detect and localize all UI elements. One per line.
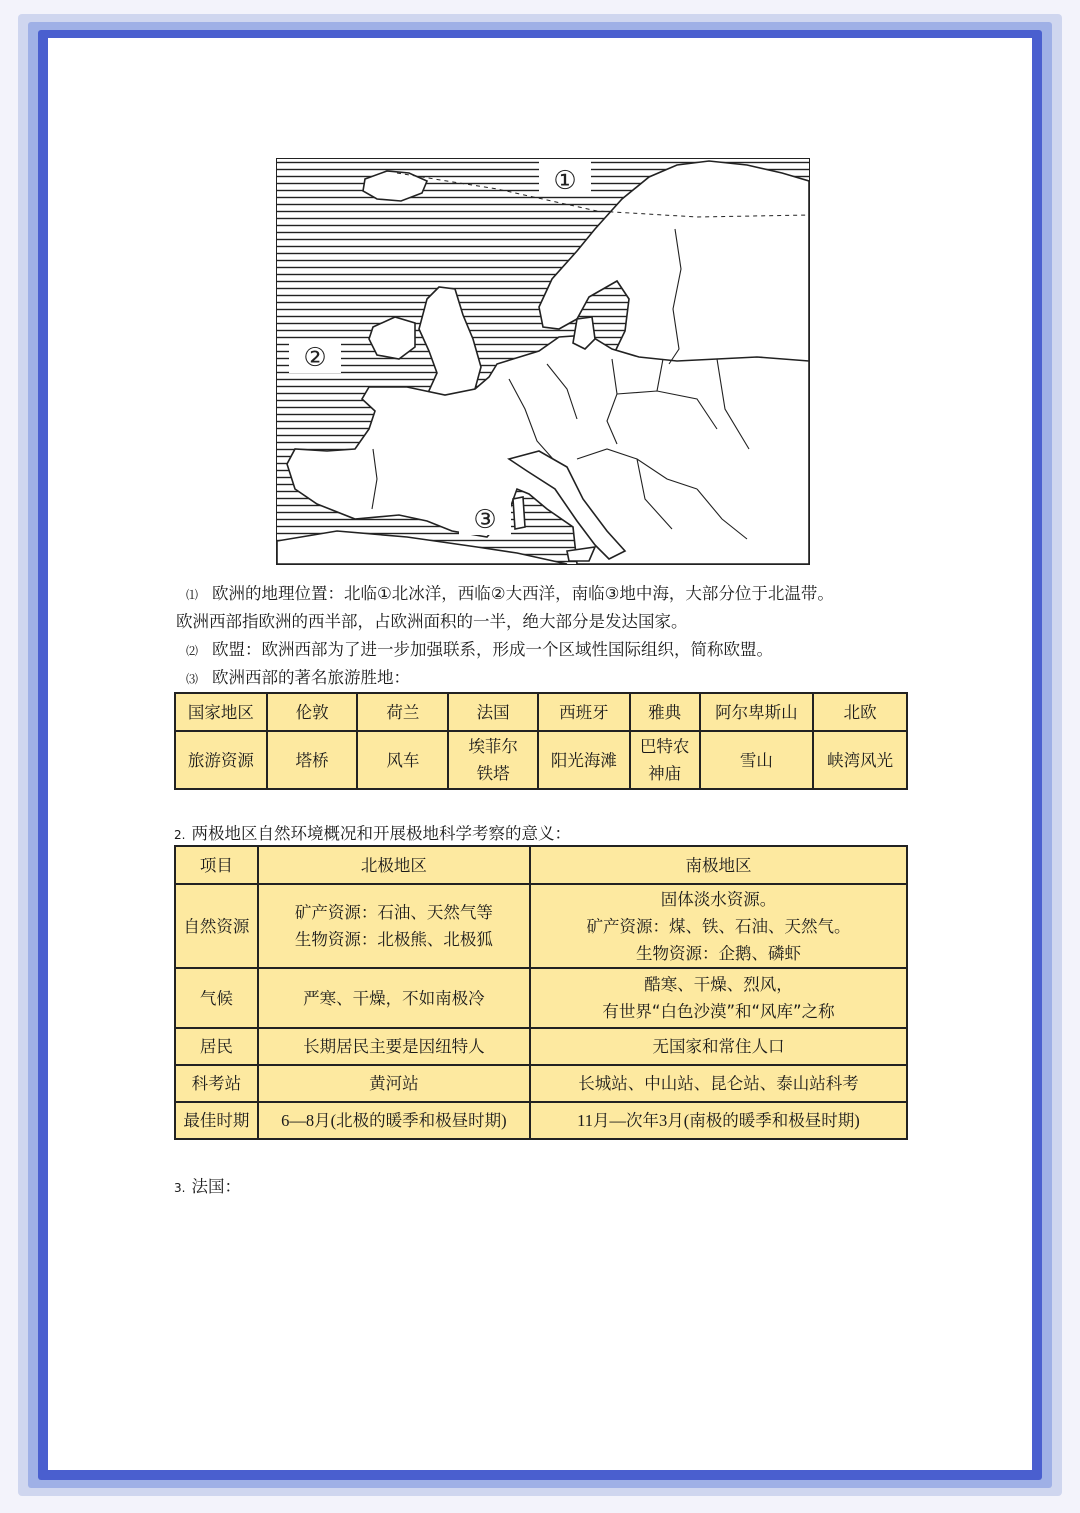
table-cell: 长城站、中山站、昆仑站、泰山站科考 [530, 1065, 907, 1102]
polar-table [174, 845, 908, 1140]
table-cell [530, 884, 907, 968]
table-cell: 居民 [175, 1028, 258, 1065]
table-cell: 峡湾风光 [813, 731, 907, 789]
table-cell [530, 968, 907, 1028]
section-3-heading [174, 1173, 241, 1197]
tourism-table [174, 692, 908, 790]
cell-line: 矿产资源：石油、天然气等 [294, 903, 493, 922]
cell-line: 矿产资源：煤、铁、石油、天然气。 [586, 916, 851, 936]
table-cell: 旅游资源 [175, 731, 267, 789]
table-cell: 雅典 [630, 693, 700, 731]
table-cell: 风车 [357, 731, 448, 789]
corsica-shape [513, 497, 525, 529]
point-3-text: 欧洲西部的著名旅游胜地： [212, 668, 411, 687]
eiffel-line-1: 埃菲尔 [468, 737, 518, 756]
table-cell: 荷兰 [357, 693, 448, 731]
table-cell [258, 884, 530, 968]
point-2-text: 欧盟：欧洲西部为了进一步加强联系，形成一个区域性国际组织，简称欧盟。 [212, 640, 774, 659]
table-cell: 科考站 [175, 1065, 258, 1102]
section-2-heading [174, 820, 571, 844]
table-row [175, 968, 907, 1028]
table-cell: 西班牙 [538, 693, 630, 731]
section-2-title: 两极地区自然环境概况和开展极地科学考察的意义： [191, 824, 571, 843]
table-cell: 无国家和常住人口 [530, 1028, 907, 1065]
cell-line: 生物资源：北极熊、北极狐 [294, 930, 493, 949]
table-cell: 6—8月(北极的暖季和极昼时期) [258, 1102, 530, 1139]
cell-line: 酷寒、干燥、烈风， [644, 975, 793, 994]
parthenon-line-1: 巴特农 [639, 737, 690, 756]
cell-line: 有世界“白色沙漠”和“风库”之称 [602, 1002, 835, 1021]
table-cell: 最佳时期 [175, 1102, 258, 1139]
table-cell [630, 731, 700, 789]
section-3-number: 3. [174, 1181, 186, 1195]
table-row [175, 1102, 907, 1139]
table-header: 南极地区 [530, 846, 907, 884]
table-cell [448, 731, 538, 789]
table-cell: 阳光海滩 [538, 731, 630, 789]
table-cell: 国家地区 [175, 693, 267, 731]
table-cell: 伦敦 [267, 693, 358, 731]
intro-point-1 [186, 583, 834, 606]
table-row [175, 1065, 907, 1102]
table-row [175, 731, 907, 789]
table-header: 北极地区 [258, 846, 530, 884]
table-cell: 严寒、干燥，不如南极冷 [258, 968, 530, 1028]
point-1-number: ⑴ [186, 588, 199, 602]
section-2-number: 2. [174, 828, 186, 842]
table-cell: 北欧 [813, 693, 907, 731]
intro-point-1-continued: 欧洲西部指欧洲的西半部，占欧洲面积的一半，绝大部分是发达国家。 [176, 612, 688, 631]
table-cell: 阿尔卑斯山 [700, 693, 814, 731]
intro-point-3 [186, 667, 410, 690]
table-cell: 11月—次年3月(南极的暖季和极昼时期) [530, 1102, 907, 1139]
parthenon-line-2: 神庙 [648, 764, 682, 783]
table-row [175, 884, 907, 968]
cell-line: 固体淡水资源。 [660, 889, 777, 909]
table-cell: 法国 [448, 693, 538, 731]
table-cell: 黄河站 [258, 1065, 530, 1102]
map-label-arctic: ① [553, 166, 577, 196]
europe-map [276, 158, 810, 565]
eiffel-line-2: 铁塔 [476, 764, 510, 783]
table-cell: 自然资源 [175, 884, 258, 968]
intro-point-2 [186, 639, 773, 662]
point-1-text: 欧洲的地理位置：北临①北冰洋，西临②大西洋，南临③地中海，大部分位于北温带。 [212, 584, 834, 603]
table-row [175, 846, 907, 884]
cell-line: 生物资源：企鹅、磷虾 [636, 943, 801, 963]
point-2-number: ⑵ [186, 644, 199, 658]
table-cell: 雪山 [700, 731, 814, 789]
section-3-title: 法国： [191, 1177, 241, 1196]
table-header: 项目 [175, 846, 258, 884]
map-label-atlantic: ② [303, 343, 327, 373]
table-cell: 气候 [175, 968, 258, 1028]
table-cell: 塔桥 [267, 731, 358, 789]
table-row [175, 1028, 907, 1065]
table-row [175, 693, 907, 731]
map-label-mediterranean: ③ [473, 505, 497, 535]
table-cell: 长期居民主要是因纽特人 [258, 1028, 530, 1065]
point-3-number: ⑶ [186, 672, 199, 686]
